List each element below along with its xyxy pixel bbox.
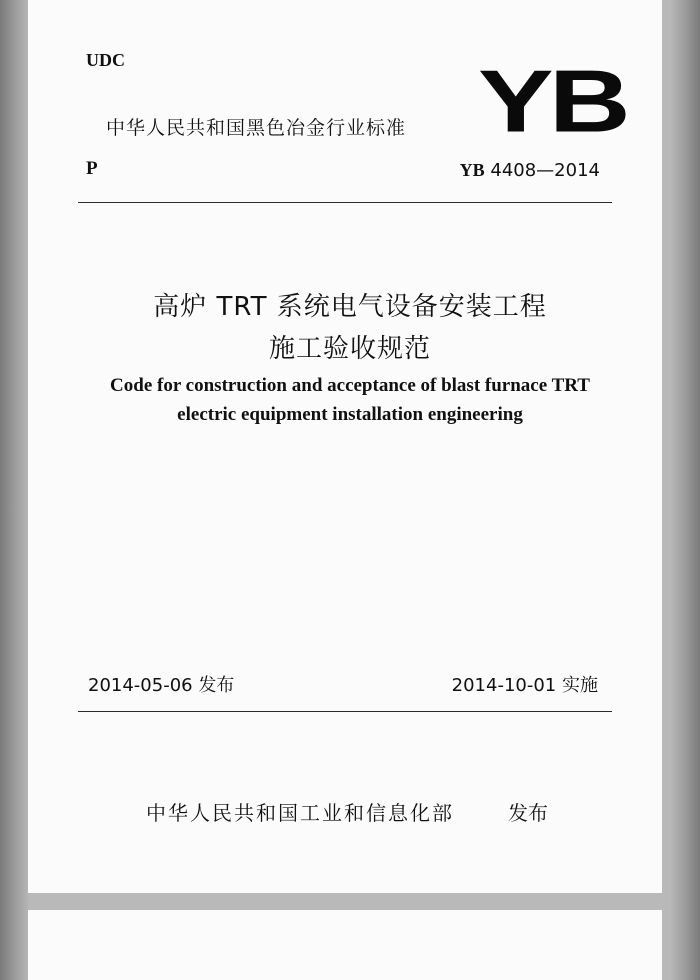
implementation-date: 2014-10-01 实施: [451, 675, 598, 696]
publisher: 中华人民共和国工业和信息化部: [146, 801, 454, 825]
publish-verb: 发布: [508, 801, 548, 825]
top-divider: [78, 202, 612, 203]
issue-date: 2014-05-06 发布: [88, 675, 235, 696]
title-zh-line1: 高炉 TRT 系统电气设备安装工程: [153, 292, 547, 322]
next-page: [28, 910, 662, 980]
yb-logo: YB: [478, 52, 626, 151]
bottom-divider: [78, 711, 612, 712]
standard-category: 中华人民共和国黑色冶金行业标准: [106, 117, 407, 139]
udc-label: UDC: [86, 50, 125, 70]
title-en-line2: electric equipment installation engineering: [177, 404, 523, 425]
title-zh-line2: 施工验收规范: [268, 334, 431, 364]
standard-number: [460, 160, 600, 181]
title-en-line1: Code for construction and acceptance of blast furnace TRT: [110, 375, 590, 396]
standard-number-value: 4408—2014: [490, 160, 600, 181]
standard-prefix: YB: [459, 160, 485, 180]
classification-code: P: [86, 158, 98, 179]
